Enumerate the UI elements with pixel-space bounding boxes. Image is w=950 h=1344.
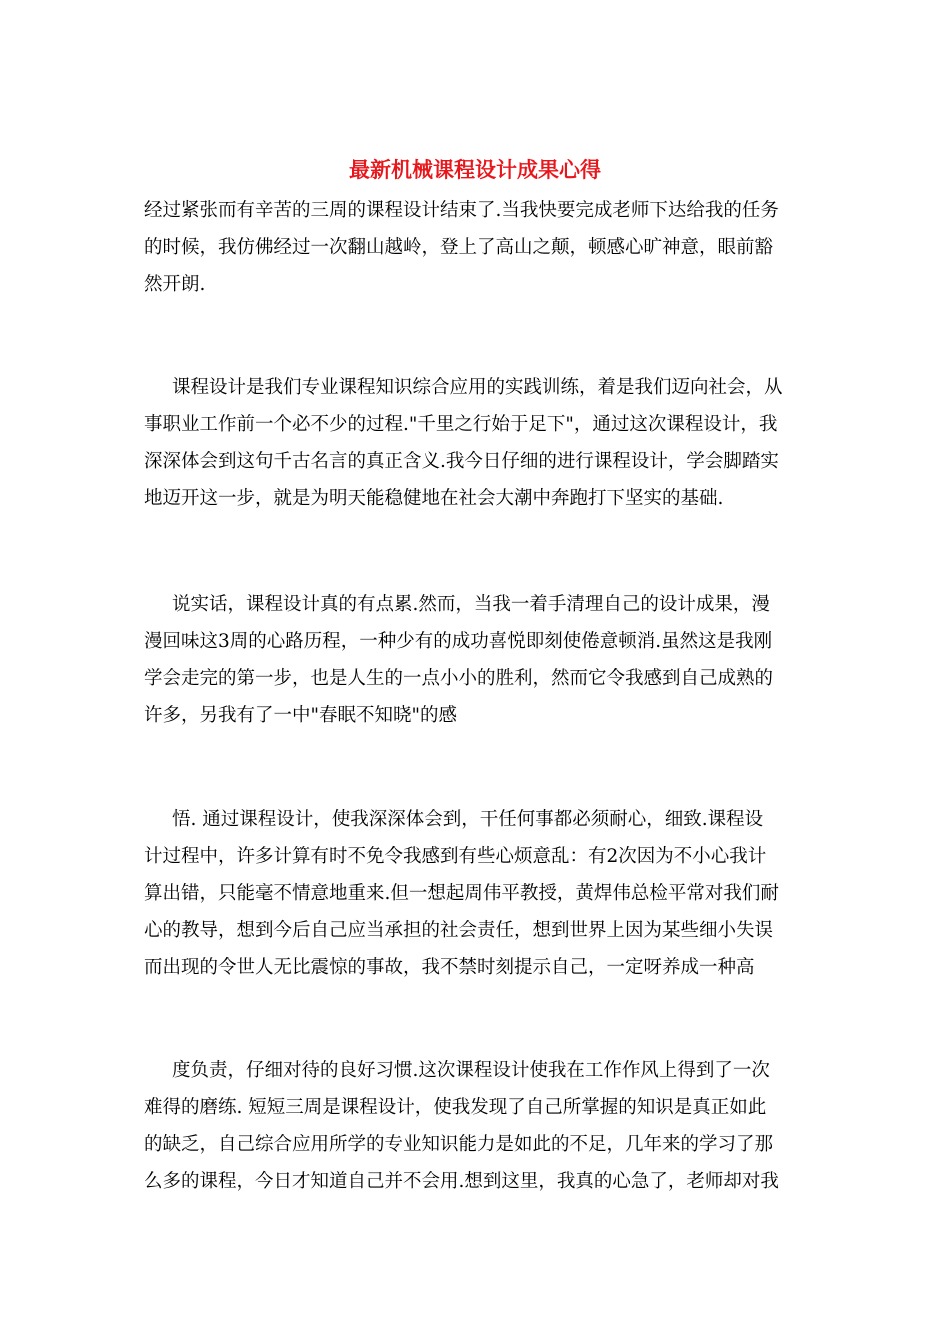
paragraph-4 (144, 801, 804, 986)
paragraph-5 (144, 1052, 804, 1200)
paragraph-1 (144, 192, 804, 303)
paragraph-line: 的时候，我仿佛经过一次翻山越岭，登上了高山之颠，顿感心旷神意，眼前豁 (144, 237, 774, 258)
paragraph-line: 课程设计是我们专业课程知识综合应用的实践训练，着是我们迈向社会，从 (172, 377, 783, 398)
paragraph-line: 悟. 通过课程设计，使我深深体会到，干任何事都必须耐心，细致.课程设 (172, 809, 764, 830)
paragraph-line: 经过紧张而有辛苦的三周的课程设计结束了.当我快要完成老师下达给我的任务 (144, 200, 779, 221)
paragraph-line: 许多，另我有了一中"春眠不知晓"的感 (144, 705, 458, 726)
paragraph-line: 么多的课程，今日才知道自己并不会用.想到这里，我真的心急了，老师却对我 (144, 1171, 779, 1192)
paragraph-line: 算出错，只能毫不情意地重来.但一想起周伟平教授，黄焊伟总检平常对我们耐 (144, 883, 779, 904)
paragraph-line: 漫回味这3周的心路历程，一种少有的成功喜悦即刻使倦意顿消.虽然这是我刚 (144, 631, 773, 652)
paragraph-line: 度负责，仔细对待的良好习惯.这次课程设计使我在工作作风上得到了一次 (172, 1060, 770, 1081)
paragraph-line: 的缺乏，自己综合应用所学的专业知识能力是如此的不足，几年来的学习了那 (144, 1134, 774, 1155)
paragraph-line: 而出现的令世人无比震惊的事故，我不禁时刻提示自己，一定呀养成一种高 (144, 957, 755, 978)
paragraph-line: 深深体会到这句千古名言的真正含义.我今日仔细的进行课程设计，学会脚踏实 (144, 451, 779, 472)
paragraph-line: 计过程中，许多计算有时不免令我感到有些心烦意乱：有2次因为不小心我计 (144, 846, 767, 867)
document-title: 最新机械课程设计成果心得 (349, 157, 601, 182)
paragraph-line: 然开朗. (144, 274, 206, 295)
paragraph-line: 心的教导，想到今后自己应当承担的社会责任，想到世界上因为某些细小失误 (144, 920, 774, 941)
paragraph-3 (144, 586, 804, 734)
paragraph-line: 地迈开这一步，就是为明天能稳健地在社会大潮中奔跑打下坚实的基础. (144, 488, 724, 509)
paragraph-line: 学会走完的第一步，也是人生的一点小小的胜利，然而它令我感到自己成熟的 (144, 668, 774, 689)
paragraph-2 (144, 369, 804, 517)
paragraph-line: 事职业工作前一个必不少的过程."千里之行始于足下"，通过这次课程设计，我 (144, 414, 778, 435)
paragraph-line: 难得的磨练. 短短三周是课程设计，使我发现了自己所掌握的知识是真正如此 (144, 1097, 767, 1118)
paragraph-line: 说实话，课程设计真的有点累.然而，当我一着手清理自己的设计成果，漫 (172, 594, 770, 615)
